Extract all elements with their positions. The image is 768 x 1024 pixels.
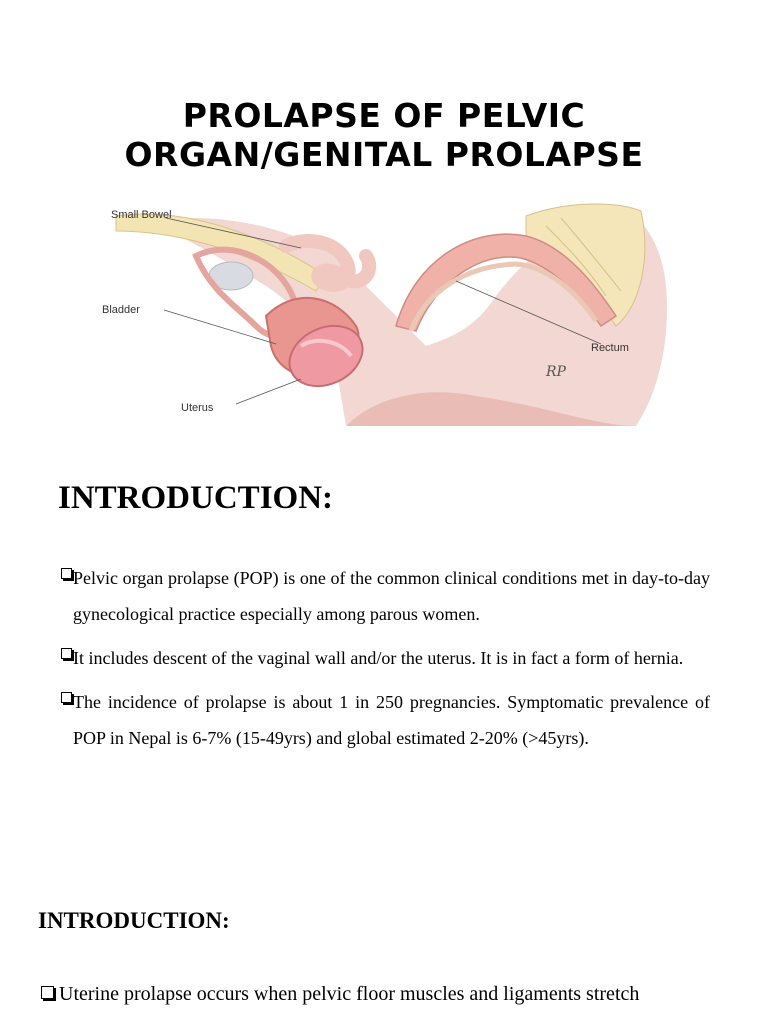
- intro-bullet-list: [58, 560, 710, 764]
- list-item: [58, 640, 710, 676]
- page-title: [0, 96, 768, 174]
- rectum-label: Rectum: [591, 342, 629, 354]
- bullet-text: Uterine prolapse occurs when pelvic floor muscles and ligaments stretch: [59, 983, 640, 1005]
- checkbox-bullet-icon: [58, 640, 73, 676]
- bullet-text: It includes descent of the vaginal wall and/or the uterus. It is in fact a form of hernia.: [73, 648, 684, 668]
- section-heading-introduction: INTRODUCTION:: [58, 480, 334, 516]
- bullet-text: The incidence of prolapse is about 1 in 250 pregnancies. Symptomatic prevalence of POP in Nepal is 6-7% (15-49yrs) and global estimated 2-20% (>45yrs).: [73, 692, 710, 748]
- artist-signature: RP: [546, 364, 566, 380]
- list-item: [58, 560, 710, 632]
- title-line-1: PROLAPSE OF PELVIC: [182, 96, 586, 135]
- checkbox-bullet-icon: [58, 684, 73, 720]
- section-heading-introduction-2: INTRODUCTION:: [38, 908, 230, 933]
- uterus-label: Uterus: [181, 402, 214, 414]
- bullet-text: Pelvic organ prolapse (POP) is one of the common clinical conditions met in day-to-day gynecological practice especially among parous women.: [73, 568, 710, 624]
- checkbox-bullet-icon: [58, 560, 73, 596]
- bladder-label: Bladder: [102, 304, 140, 316]
- uterus-leader: [236, 379, 301, 404]
- title-line-2: ORGAN/GENITAL PROLAPSE: [124, 135, 644, 174]
- list-item: [58, 684, 710, 756]
- list-item: [38, 976, 726, 1012]
- small-bowel-label: Small Bowel: [111, 209, 172, 221]
- checkbox-bullet-icon: [38, 976, 59, 1012]
- pelvic-anatomy-illustration: [96, 196, 676, 426]
- intro-bullet-list-2: [38, 976, 726, 1020]
